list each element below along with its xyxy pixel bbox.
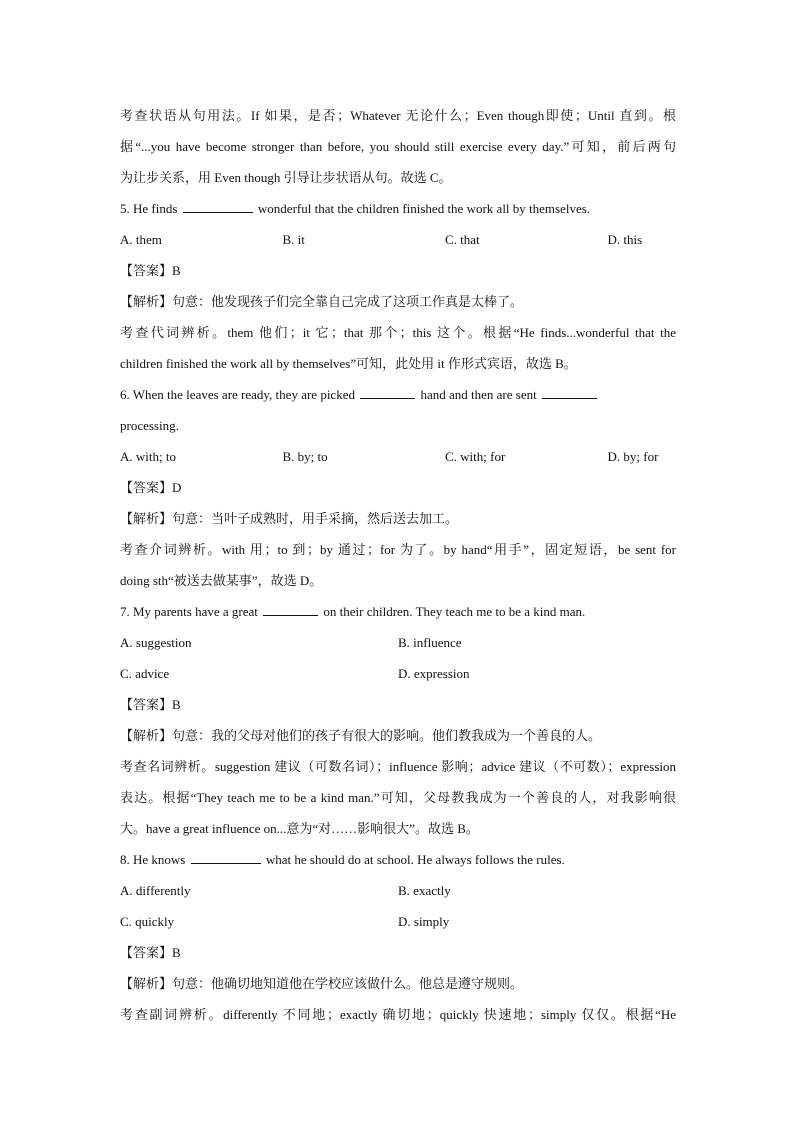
option-d: D. expression xyxy=(398,666,470,681)
question-7-stem: 7. My parents have a great on their children. They teach me to be a kind man. xyxy=(120,604,586,619)
analysis-line: 【解析】句意：我的父母对他们的孩子有很大的影响。他们教我成为一个善良的人。 xyxy=(120,728,602,743)
question-5-stem: 5. He finds wonderful that the children finished the work all by themselves. xyxy=(120,201,591,216)
answer-label: 【答案】B xyxy=(120,697,181,712)
intro-line: 考查状语从句用法。If 如果，是否；Whatever 无论什么；Even though即使；Until 直到。根 xyxy=(120,108,676,123)
question-8-options-row2 xyxy=(120,906,676,937)
question-8-options-row1 xyxy=(120,875,676,906)
document-page xyxy=(120,100,676,1030)
option-d: D. this xyxy=(607,232,643,247)
option-a: A. suggestion xyxy=(120,635,192,650)
analysis-line: 大。have a great influence on...意为“对……影响很大”。故选 B。 xyxy=(120,821,479,836)
option-b: B. by; to xyxy=(282,449,328,464)
analysis-line: 【解析】句意：他确切地知道他在学校应该做什么。他总是遵守规则。 xyxy=(120,976,524,991)
option-c: C. with; for xyxy=(445,449,506,464)
answer-blank xyxy=(263,603,318,616)
option-b: B. exactly xyxy=(398,883,451,898)
answer-blank xyxy=(542,386,597,399)
option-a: A. differently xyxy=(120,883,191,898)
answer-label: 【答案】D xyxy=(120,480,182,495)
option-a: A. with; to xyxy=(120,449,176,464)
option-c: C. that xyxy=(445,232,480,247)
question-5-options xyxy=(120,224,676,255)
analysis-line: 【解析】句意：他发现孩子们完全靠自己完成了这项工作真是太棒了。 xyxy=(120,294,524,309)
analysis-line: 考查副词辨析。differently 不同地；exactly 确切地；quickly 快速地；simply 仅仅。根据“He xyxy=(120,1007,676,1022)
option-d: D. by; for xyxy=(607,449,659,464)
question-6-options xyxy=(120,441,676,472)
option-b: B. it xyxy=(282,232,305,247)
question-6-stem: 6. When the leaves are ready, they are picked hand and then are sent xyxy=(120,379,676,410)
option-a: A. them xyxy=(120,232,162,247)
question-6-stem-cont: processing. xyxy=(120,418,179,433)
answer-label: 【答案】B xyxy=(120,945,181,960)
analysis-line: 【解析】句意：当叶子成熟时，用手采摘，然后送去加工。 xyxy=(120,511,459,526)
analysis-line: 考查名词辨析。suggestion 建议（可数名词）；influence 影响；advice 建议（不可数）；expression xyxy=(120,759,676,774)
analysis-line: doing sth“被送去做某事”，故选 D。 xyxy=(120,573,323,588)
question-7-options-row1 xyxy=(120,627,676,658)
intro-line: 为让步关系，用 Even though 引导让步状语从句。故选 C。 xyxy=(120,170,452,185)
answer-label: 【答案】B xyxy=(120,263,181,278)
question-8-stem: 8. He knows what he should do at school. He always follows the rules. xyxy=(120,852,565,867)
option-b: B. influence xyxy=(398,635,462,650)
option-d: D. simply xyxy=(398,914,450,929)
analysis-line: 表达。根据“They teach me to be a kind man.”可知，父母教我成为一个善良的人，对我影响很 xyxy=(120,790,676,805)
intro-line: 据“...you have become stronger than before, you should still exercise every day.”可知，前后两句 xyxy=(120,139,676,154)
analysis-line: 考查代词辨析。them 他们；it 它；that 那个；this 这个。根据“He finds...wonderful that the xyxy=(120,325,676,340)
question-7-options-row2 xyxy=(120,658,676,689)
option-c: C. advice xyxy=(120,666,170,681)
option-c: C. quickly xyxy=(120,914,175,929)
analysis-line: 考查介词辨析。with 用；to 到；by 通过；for 为了。by hand“用手”，固定短语，be sent for xyxy=(120,542,676,557)
answer-blank xyxy=(191,851,261,864)
answer-blank xyxy=(360,386,415,399)
answer-blank xyxy=(183,200,253,213)
analysis-line: children finished the work all by themselves”可知，此处用 it 作形式宾语，故选 B。 xyxy=(120,356,577,371)
